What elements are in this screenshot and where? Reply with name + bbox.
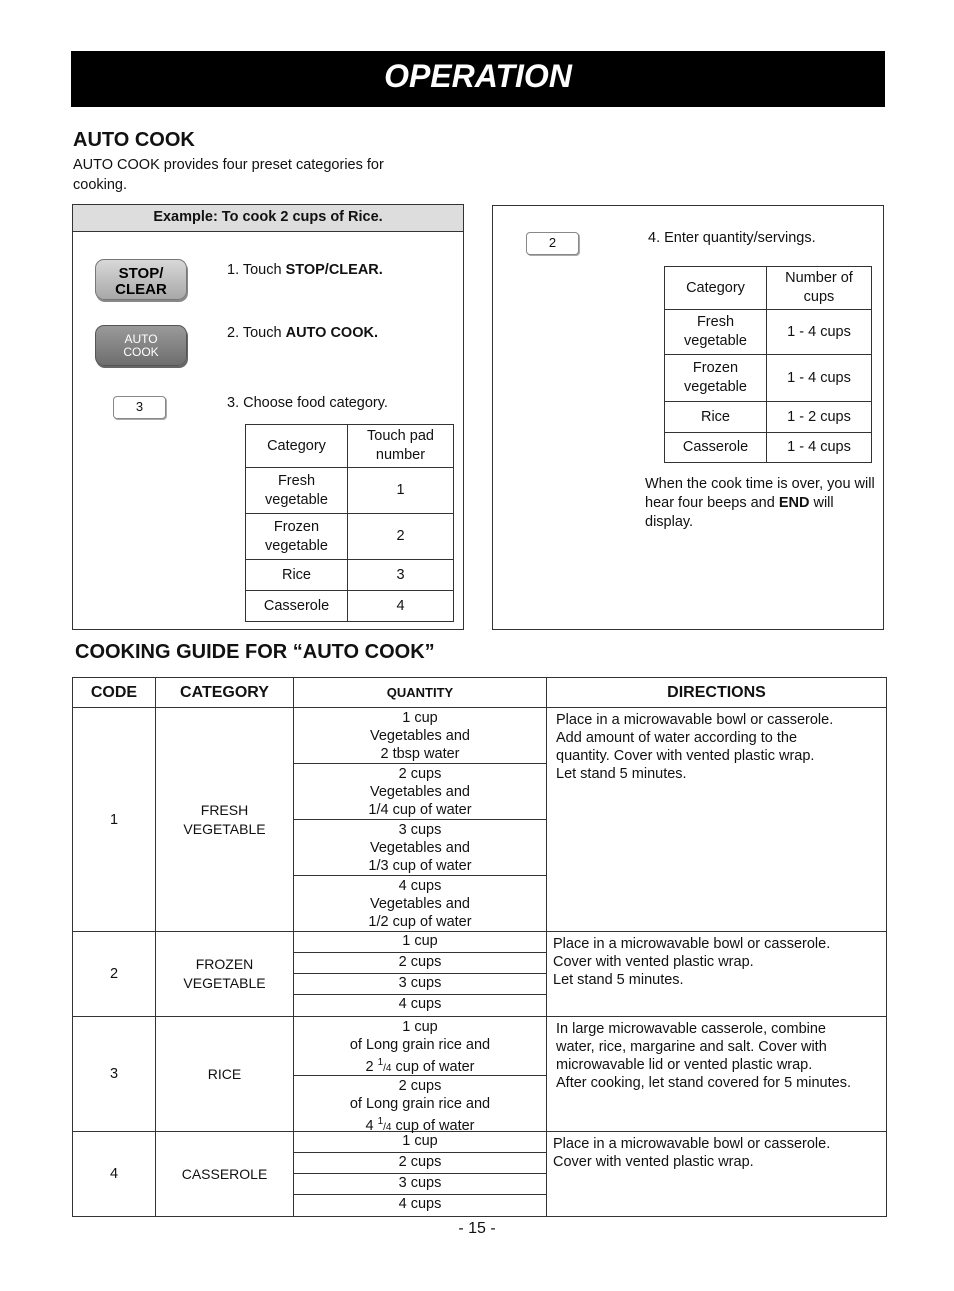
step-2: 2. Touch AUTO COOK.: [227, 325, 378, 341]
quantity-item: 1 cup: [402, 933, 438, 949]
cups-cell: 1 - 4 cups: [767, 433, 872, 463]
category-cell: Rice: [246, 560, 348, 591]
number-3-key[interactable]: 3: [113, 396, 166, 419]
auto-cook-label-2: COOK: [123, 345, 159, 359]
category-cell: Fresh vegetable: [246, 468, 348, 514]
cups-cell: 1 - 4 cups: [767, 310, 872, 355]
end-note: When the cook time is over, you will hear four beeps and END will display.: [645, 476, 875, 530]
touchpad-cell: 1: [348, 468, 454, 514]
touchpad-cell: 3: [348, 560, 454, 591]
category-cell: [156, 708, 294, 932]
number-2-key[interactable]: 2: [526, 232, 579, 255]
auto-cook-label-1: AUTO: [124, 332, 158, 346]
quantity-table-header: Number of cups: [767, 267, 872, 310]
cups-cell: 1 - 4 cups: [767, 355, 872, 402]
step-1: 1. Touch STOP/CLEAR.: [227, 262, 383, 278]
category-cell: Casserole: [665, 433, 767, 463]
quantity-item: 2 cups Vegetables and 1/4 cup of water: [294, 763, 546, 819]
code-cell: 1: [73, 708, 156, 932]
quantity-cell: [294, 932, 547, 1017]
category-cell: [156, 1132, 294, 1217]
stop-clear-button[interactable]: [95, 259, 187, 300]
category-cell: Fresh vegetable: [665, 310, 767, 355]
auto-cook-heading: AUTO COOK: [73, 129, 195, 151]
step-3: 3. Choose food category.: [227, 395, 388, 411]
auto-cook-intro: AUTO COOK provides four preset categories for cooking.: [73, 157, 384, 193]
quantity-item: 2 cups of Long grain rice and 4 $^1$/4 cup of water: [294, 1075, 546, 1131]
quantity-item: 3 cups: [294, 973, 546, 994]
directions-cell: Place in a microwavable bowl or casserole. Cover with vented plastic wrap. Let stand 5 minutes.: [547, 932, 887, 1017]
quantity-cell: [294, 1132, 547, 1217]
category-line: FRESH: [200, 801, 249, 818]
category-cell: Frozen vegetable: [246, 514, 348, 560]
directions-cell: Place in a microwavable bowl or casserole. Add amount of water according to the quantity. Cover with vented plastic wrap. Let stand 5 minutes.: [547, 708, 887, 932]
category-line: FROZEN: [195, 956, 254, 972]
quantity-item: 4 cups: [294, 1194, 546, 1216]
table-row: [73, 1017, 887, 1132]
code-cell: 2: [73, 932, 156, 1017]
quantity-item: 2 cups: [294, 1152, 546, 1173]
category-cell: Frozen vegetable: [665, 355, 767, 402]
category-table-header: Touch pad number: [348, 425, 454, 468]
category-cell: [156, 932, 294, 1017]
quantity-item: 1 cup of Long grain rice and 2 $^1$/4 cup of water: [349, 1019, 491, 1075]
directions-header: DIRECTIONS: [547, 678, 887, 708]
page-banner: OPERATION: [71, 51, 885, 107]
code-header: CODE: [73, 678, 156, 708]
quantity-item: 4 cups: [294, 994, 546, 1016]
quantity-item: 4 cups Vegetables and 1/2 cup of water: [294, 875, 546, 931]
touchpad-cell: 4: [348, 591, 454, 622]
category-line: VEGETABLE: [183, 975, 266, 991]
page-number: - 15 -: [458, 1220, 496, 1237]
category-cell: Rice: [665, 402, 767, 433]
category-line: CASSEROLE: [181, 1165, 268, 1182]
guide-heading: COOKING GUIDE FOR “AUTO COOK”: [75, 641, 435, 663]
quantity-cell: [294, 708, 547, 932]
example-header: Example: To cook 2 cups of Rice.: [73, 205, 463, 232]
category-table: [245, 424, 454, 622]
table-row: [73, 1132, 887, 1217]
step-4: 4. Enter quantity/servings.: [648, 230, 816, 246]
category-table-header: Category: [246, 425, 348, 468]
cooking-guide-table: [72, 677, 887, 1217]
directions-cell: Place in a microwavable bowl or casserole. Cover with vented plastic wrap.: [547, 1132, 887, 1217]
code-cell: 3: [73, 1017, 156, 1132]
quantity-header: QUANTITY: [294, 678, 547, 708]
quantity-cell: [294, 1017, 547, 1132]
category-line: VEGETABLE: [183, 820, 266, 837]
quantity-item: 1 cup: [402, 1133, 438, 1149]
quantity-item: 2 cups: [294, 952, 546, 973]
stop-clear-label-2: CLEAR: [115, 281, 167, 298]
quantity-table-header: Category: [665, 267, 767, 310]
category-cell: Casserole: [246, 591, 348, 622]
table-row: [73, 708, 887, 932]
table-row: [73, 932, 887, 1017]
cups-cell: 1 - 2 cups: [767, 402, 872, 433]
quantity-item: 3 cups Vegetables and 1/3 cup of water: [294, 819, 546, 875]
quantity-table: [664, 266, 872, 463]
stop-clear-label-1: STOP/: [118, 265, 164, 282]
auto-cook-button[interactable]: [95, 325, 187, 366]
directions-cell: In large microwavable casserole, combine water, rice, margarine and salt. Cover with microwavable lid or vented plastic wrap. After cooking, let stand covered for 5 minutes.: [547, 1017, 887, 1132]
category-header: CATEGORY: [156, 678, 294, 708]
code-cell: 4: [73, 1132, 156, 1217]
quantity-item: 3 cups: [294, 1173, 546, 1194]
quantity-item: 1 cup Vegetables and 2 tbsp water: [370, 710, 470, 762]
touchpad-cell: 2: [348, 514, 454, 560]
category-line: RICE: [207, 1065, 242, 1082]
category-cell: [156, 1017, 294, 1132]
